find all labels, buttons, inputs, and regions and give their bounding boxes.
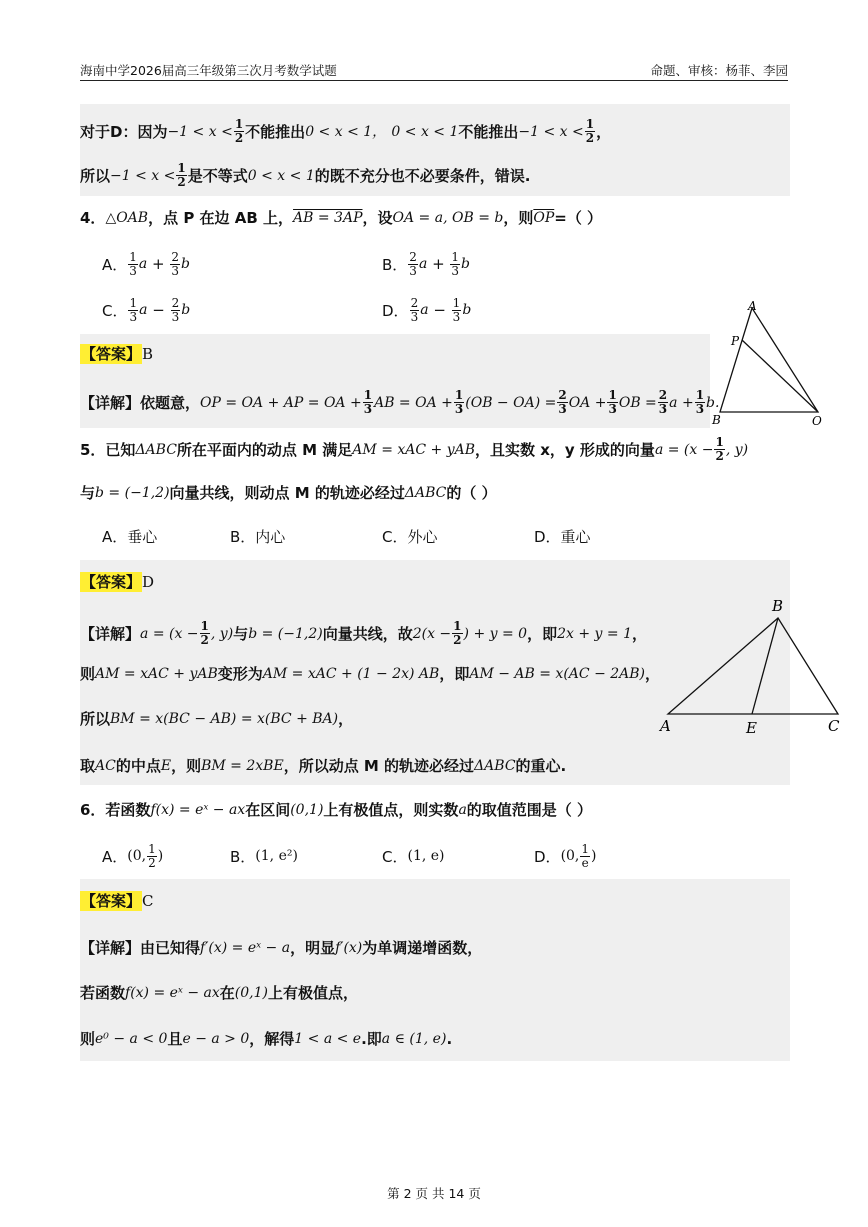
q6-stem: 6．若函数 f(x) = eˣ − ax 在区间 (0,1) 上有极值点，则实数 a 的取值范围是（ ） [80,801,593,819]
label-a: A [660,717,671,735]
page-header [80,63,788,81]
q4-option-c[interactable]: C． $\frac{1}{3}$ a − $\frac{2}{3}$ b [102,295,191,324]
q4-detail: 【详解】 依题意， OP = OA + AP = OA + $\frac{1}{3}$ AB = OA + $\frac{1}{3}$ (OB − OA) = $\frac{2}{3}$ OA + $\frac{1}{3}$ OB = $\frac{2}{3}$ a + $\frac{1}{3}$ b. [80,388,720,416]
authors: 命题、审核：杨菲、李园 [650,63,788,78]
q5-detail-line3: 所以 BM = x(BC − AB) = x(BC + BA) ， [80,710,354,728]
q3-detail-line1: 对于D：因为 −1 < x < $\frac{1}{2}$ 不能推出 0 < x < 1， 0 < x < 1 不能推出 −1 < x < $\frac{1}{2}$ ， [80,117,612,145]
q6-answer: 【答案】 C [81,892,154,910]
q5-answer: 【答案】 D [81,573,155,591]
q5-option-b[interactable]: B．内心 [230,527,286,546]
q5-option-c[interactable]: C．外心 [382,527,438,546]
fraction: $\frac{1}{2}$ [585,117,595,145]
q6-option-a[interactable]: A． (0, $\frac{1}{2}$ ) [102,841,164,870]
q3-detail-line2: 所以 −1 < x < $\frac{1}{2}$ 是不等式 0 < x < 1 的既不充分也不必要条件，错误. [80,161,531,189]
exam-title: 海南中学2026届高三年级第三次月考数学试题 [80,63,337,78]
q6-option-b[interactable]: B． (1, e²) [230,847,298,866]
q6-detail-line1: 【详解】由已知得 f′(x) = eˣ − a ，明显 f′(x) 为单调递增函数， [80,939,483,957]
q5-detail-line4: 取 AC 的中点 E ，则 BM = 2xBE ，所以动点 M 的轨迹必经过 ΔABC 的重心. [80,757,567,775]
fraction: $\frac{1}{2}$ [234,117,244,145]
q6-option-d[interactable]: D． (0, $\frac{1}{e}$ ) [534,841,597,870]
triangle-oab-figure [708,296,832,430]
label-b: B [772,597,784,615]
q4-option-a[interactable]: A． $\frac{1}{3}$ a + $\frac{2}{3}$ b [102,249,190,278]
label-o: O [812,414,822,428]
q5-option-a[interactable]: A．垂心 [102,527,158,546]
label-e: E [746,719,757,737]
q4-stem: 4． △OAB ，点 P 在边 AB 上， AB = 3AP ，设 OA = a, OB = b ，则 $\overline{OP}$ =（ ） [80,209,603,227]
q5-detail-line2: 则 AM = xAC + yAB 变形为 AM = xAC + (1 − 2x) AB ，即 AM − AB = x(AC − 2AB) ， [80,665,661,683]
q4-option-b[interactable]: B． $\frac{2}{3}$ a + $\frac{1}{3}$ b [382,249,471,278]
q4-answer: 【答案】 B [81,345,154,363]
q5-detail-line1: 【详解】 a = (x − $\frac{1}{2}$ , y) 与 b = (−1,2) 向量共线，故 2(x − $\frac{1}{2}$ ) + y = 0 ，即 2x + y = 1 ， [80,619,647,647]
label-p: P [731,334,740,348]
fraction: $\frac{1}{2}$ [177,161,186,189]
q6-detail-line3: 则 e⁰ − a < 0 且 e − a > 0 ，解得 1 < a < e .即 a ∈ (1, e) . [80,1030,453,1048]
q5-option-d[interactable]: D．重心 [534,527,591,546]
q4-option-d[interactable]: D． $\frac{2}{3}$ a − $\frac{1}{3}$ b [382,295,472,324]
triangle-abc-figure [656,594,852,740]
q5-stem-line1: 5．已知 ΔABC 所在平面内的动点 M 满足 AM = xAC + yAB ，且实数 x，y 形成的向量 a = (x − $\frac{1}{2}$ , y) [80,435,749,463]
q5-stem-line2: 与 b = (−1,2) 向量共线，则动点 M 的轨迹必经过 ΔABC 的（ ） [80,484,497,502]
page-number: 第 2 页 共 14 页 [387,1186,481,1201]
label-a: A [748,299,757,313]
q6-option-c[interactable]: C． (1, e) [382,847,445,866]
label-b: B [712,413,721,427]
q6-detail-line2: 若函数 f(x) = eˣ − ax 在 (0,1) 上有极值点， [80,984,359,1002]
label-c: C [828,717,840,735]
